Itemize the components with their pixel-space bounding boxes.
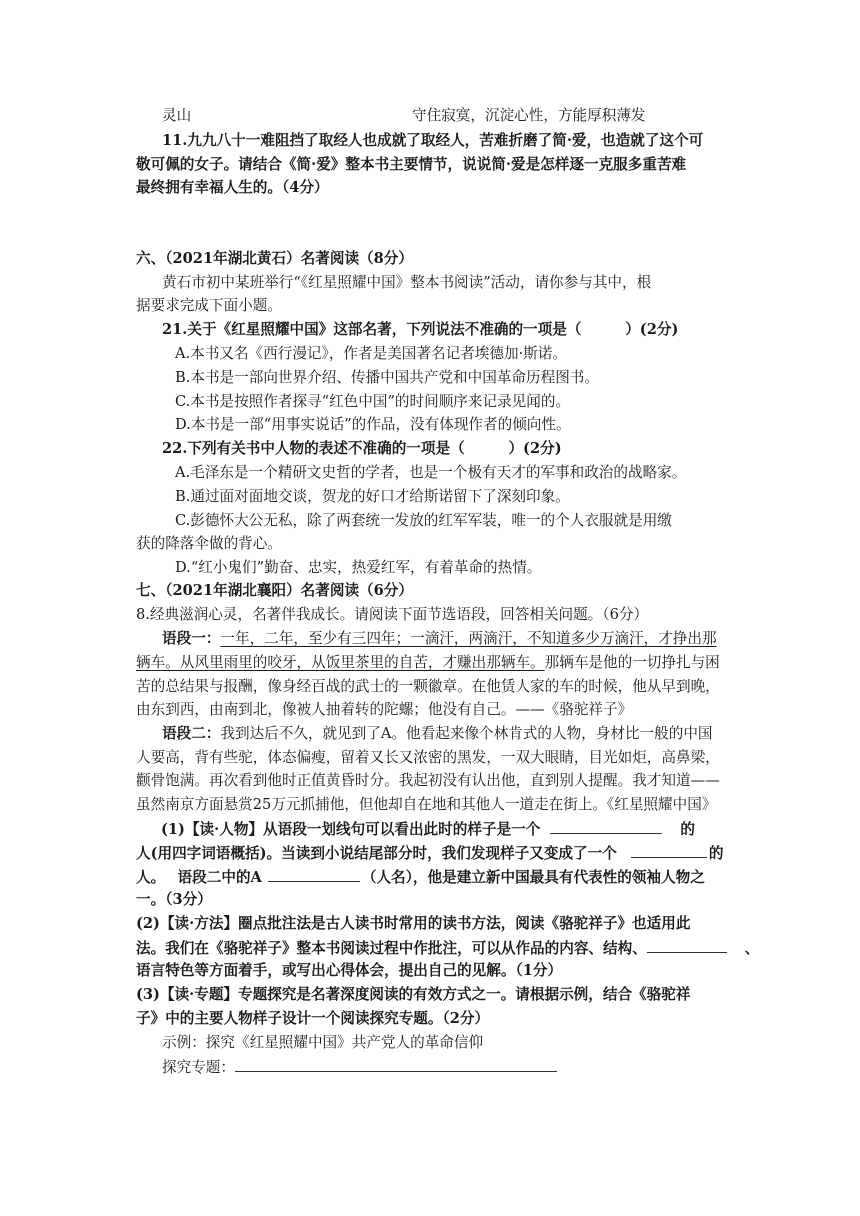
q11-line-2: 敬可佩的女子。请结合《简·爱》整本书主要情节，说说简·爱是怎样逐一克服多重苦难: [136, 156, 687, 173]
passage-1-underlined-2: 辆车。从风里雨里的咬牙，从饭里茶里的自苦，才赚出那辆车。: [136, 654, 545, 671]
section-7-heading: 七、（2021年湖北襄阳）名著阅读（6分）: [136, 582, 413, 599]
q2-line-2-end: 、: [744, 940, 760, 957]
q21-stem: 21.关于《红星照耀中国》这部名著，下列说法不准确的一项是（ ）(2分): [162, 321, 679, 338]
q1-answer-blank-2[interactable]: [631, 843, 707, 858]
passage-1-line-3: 苦的总结果与报酬，像身经百战的武士的一颗徽章。在他赁人家的车的时候，他从早到晚，: [136, 678, 720, 695]
passage-2-line-4: 虽然南京方面悬赏25万元抓捕他，但他却自在地和其他人一道走在街上。《红星照耀中国》: [136, 796, 717, 813]
q3-answer-label: 探究专题：: [162, 1059, 235, 1076]
top-right-text: 守住寂寞，沉淀心性，方能厚积薄发: [412, 107, 646, 124]
section-6-heading: 六、（2021年湖北黄石）名著阅读（8分）: [136, 250, 413, 267]
q22-option-b: B.通过面对面地交谈，贺龙的好口才给斯诺留下了深刻印象。: [175, 488, 570, 505]
section-6-intro-line-1: 黄石市初中某班举行“《红星照耀中国》整本书阅读”活动，请你参与其中，根: [162, 274, 652, 291]
q1-line-1-text: (1)【读·人物】从语段一划线句可以看出此时的样子是一个: [161, 821, 541, 838]
q1-line-3-text: 人。 语段二中的A: [136, 869, 262, 886]
q21-option-c: C.本书是按照作者探寻“红色中国”的时间顺序来记录见闻的。: [175, 393, 571, 410]
q1-line-2-text: 人(用四字词语概括)。当读到小说结尾部分时，我们发现样子又变成了一个: [136, 845, 617, 862]
q22-stem: 22.下列有关书中人物的表述不准确的一项是（ ）(2分): [162, 440, 562, 457]
passage-1-line-4: 由东到西，由南到北，像被人抽着转的陀螺；他没有自己。——《骆驼祥子》: [136, 701, 633, 718]
passage-2-line-3: 颧骨饱满。再次看到他时正值黄昏时分。我起初没有认出他，直到别人提醒。我才知道——: [136, 772, 720, 789]
passage-1-label: 语段一：: [162, 630, 221, 647]
q21-option-d: D.本书是一部“用事实说话”的作品，没有体现作者的倾向性。: [175, 416, 571, 433]
q21-option-a: A.本书又名《西行漫记》，作者是美国著名记者埃德加·斯诺。: [175, 345, 567, 362]
q21-option-b: B.本书是一部向世界介绍、传播中国共产党和中国革命历程图书。: [175, 369, 599, 386]
passage-2-line-2: 人要高，背有些驼，体态偏瘦，留着又长又浓密的黑发，一双大眼睛，目光如炬，高鼻梁，: [136, 749, 720, 766]
q1-line-2: [136, 843, 723, 864]
q2-answer-blank[interactable]: [647, 938, 727, 953]
q3-answer-line: [162, 1057, 557, 1078]
q1-line-2-end: 的: [708, 845, 724, 862]
q3-line-1: (3)【读·专题】专题探究是名著深度阅读的有效方式之一。请根据示例，结合《骆驼祥: [136, 986, 691, 1003]
q2-line-2-text: 法。我们在《骆驼祥子》整本书阅读过程中作批注，可以从作品的内容、结构、: [136, 940, 647, 957]
q3-answer-blank[interactable]: [235, 1057, 557, 1072]
q22-option-c-line-2: 获的降落伞做的背心。: [136, 535, 282, 552]
passage-2-text-1: 我到达后不久，就见到了A。他看起来像个林肯式的人物，身材比一般的中国: [220, 725, 713, 742]
passage-1-rest-2: 那辆车是他的一切挣扎与困: [544, 654, 720, 671]
q22-option-d: D.“红小鬼们”勤奋、忠实，热爱红军，有着革命的热情。: [175, 559, 542, 576]
q1-line-4: 一。（3分）: [136, 891, 212, 908]
q3-line-2: 子》中的主要人物样子设计一个阅读探究专题。（2分）: [136, 1010, 490, 1027]
passage-1-line-2: [136, 653, 720, 673]
q11-line-1: 11.九九八十一难阻挡了取经人也成就了取经人，苦难折磨了简·爱，也造就了这个可: [162, 132, 704, 149]
section-7-intro: 8.经典滋润心灵，名著伴我成长。请阅读下面节选语段，回答相关问题。（6分）: [136, 606, 649, 623]
q22-option-a: A.毛泽东是一个精研文史哲的学者，也是一个极有天才的军事和政治的战略家。: [175, 464, 687, 481]
section-6-intro-line-2: 据要求完成下面小题。: [136, 297, 282, 314]
top-left-text: 灵山: [162, 107, 192, 124]
q1-line-3-end: （人名），他是建立新中国最具有代表性的领袖人物之: [361, 869, 705, 886]
q1-answer-blank-1[interactable]: [550, 819, 662, 834]
passage-2-line-1: [162, 724, 713, 744]
q22-option-c-line-1: C.彭德怀大公无私，除了两套统一发放的红军军装，唯一的个人衣服就是用缴: [175, 512, 672, 529]
passage-1-line-1: [162, 629, 717, 649]
q11-line-3: 最终拥有幸福人生的。（4分）: [136, 179, 329, 196]
q2-line-2: [136, 938, 759, 959]
q2-line-3: 语言特色等方面着手，或写出心得体会，提出自己的见解。（1分）: [136, 962, 563, 979]
passage-2-label: 语段二：: [162, 725, 221, 742]
q1-line-3: [136, 867, 705, 888]
passage-1-underlined-1: 一年，二年，至少有三四年；一滴汗，两滴汗，不知道多少万滴汗，才挣出那: [220, 630, 717, 647]
q3-example: 示例：探究《红星照耀中国》共产党人的革命信仰: [162, 1034, 484, 1051]
q1-line-1: [161, 819, 695, 840]
q1-line-1-end: 的: [680, 821, 695, 838]
q1-answer-blank-3[interactable]: [268, 867, 360, 882]
q2-line-1: (2)【读·方法】圈点批注法是古人读书时常用的读书方法，阅读《骆驼祥子》也适用此: [136, 915, 691, 932]
